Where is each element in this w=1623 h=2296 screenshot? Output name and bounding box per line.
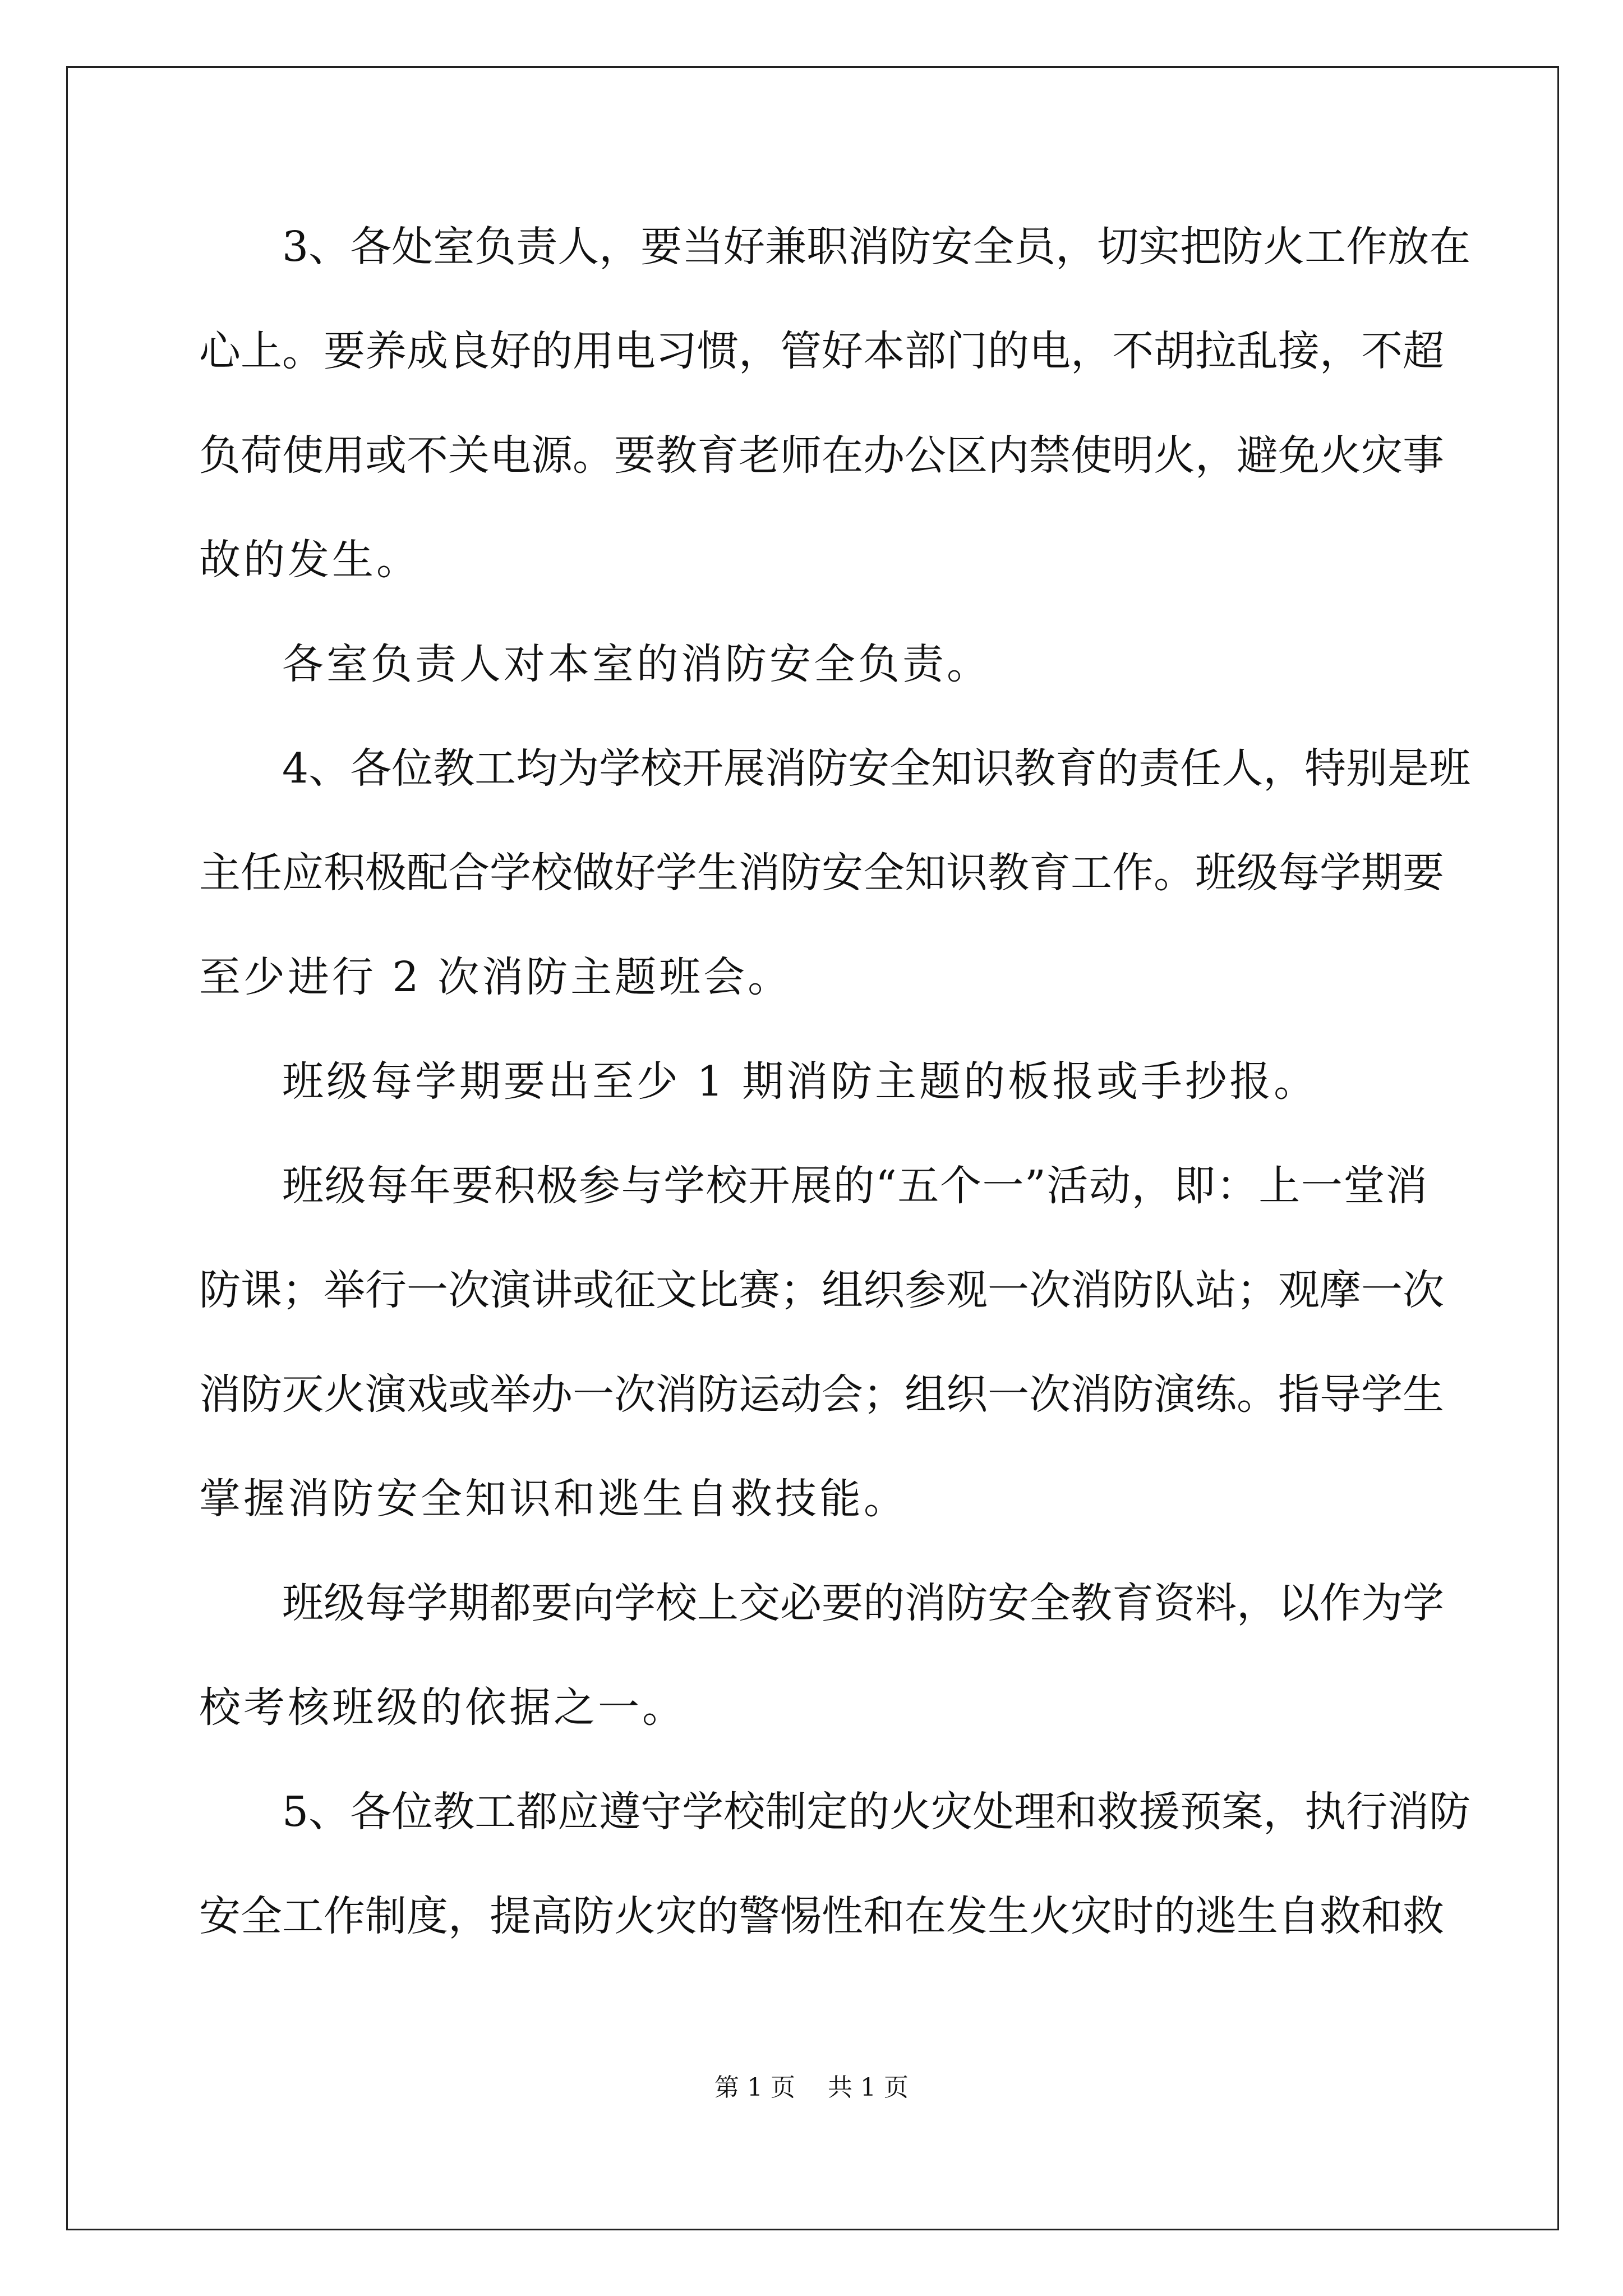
text-line: 掌握消防安全知识和逃生自救技能。 <box>199 1475 908 1523</box>
text-line: 防课；举行一次演讲或征文比赛；组织参观一次消防队站；观摩一次 <box>199 1266 1444 1314</box>
page-number-total: 共 1 页 <box>828 2073 909 2102</box>
text-line: 主任应积极配合学校做好学生消防安全知识教育工作。班级每学期要 <box>199 849 1444 897</box>
text-line: 班级每年要积极参与学校开展的“五个一”活动，即：上一堂消 <box>282 1162 1427 1210</box>
text-line: 心上。要养成良好的用电习惯，管好本部门的电，不胡拉乱接，不超 <box>199 327 1444 375</box>
text-line: 4、各位教工均为学校开展消防安全知识教育的责任人，特别是班 <box>282 744 1471 793</box>
text-line: 负荷使用或不关电源。要教育老师在办公区内禁使明火，避免火灾事 <box>199 431 1444 480</box>
page-number-current: 第 1 页 <box>714 2073 795 2102</box>
text-line: 校考核班级的依据之一。 <box>199 1683 686 1732</box>
text-line: 班级每学期要出至少 1 期消防主题的板报或手抄报。 <box>282 1057 1318 1106</box>
page-footer <box>0 2071 1623 2105</box>
text-line: 安全工作制度，提高防火灾的警惕性和在发生火灾时的逃生自救和救 <box>199 1892 1444 1940</box>
text-line: 3、各处室负责人，要当好兼职消防安全员，切实把防火工作放在 <box>282 223 1471 271</box>
text-line: 消防灭火演戏或举办一次消防运动会；组织一次消防演练。指导学生 <box>199 1370 1444 1419</box>
text-line: 各室负责人对本室的消防安全负责。 <box>282 640 991 688</box>
text-line: 5、各位教工都应遵守学校制定的火灾处理和救援预案，执行消防 <box>282 1788 1471 1836</box>
text-line: 故的发生。 <box>199 536 421 584</box>
text-line: 至少进行 2 次消防主题班会。 <box>199 953 792 1001</box>
text-line: 班级每学期都要向学校上交必要的消防安全教育资料，以作为学 <box>282 1579 1444 1627</box>
